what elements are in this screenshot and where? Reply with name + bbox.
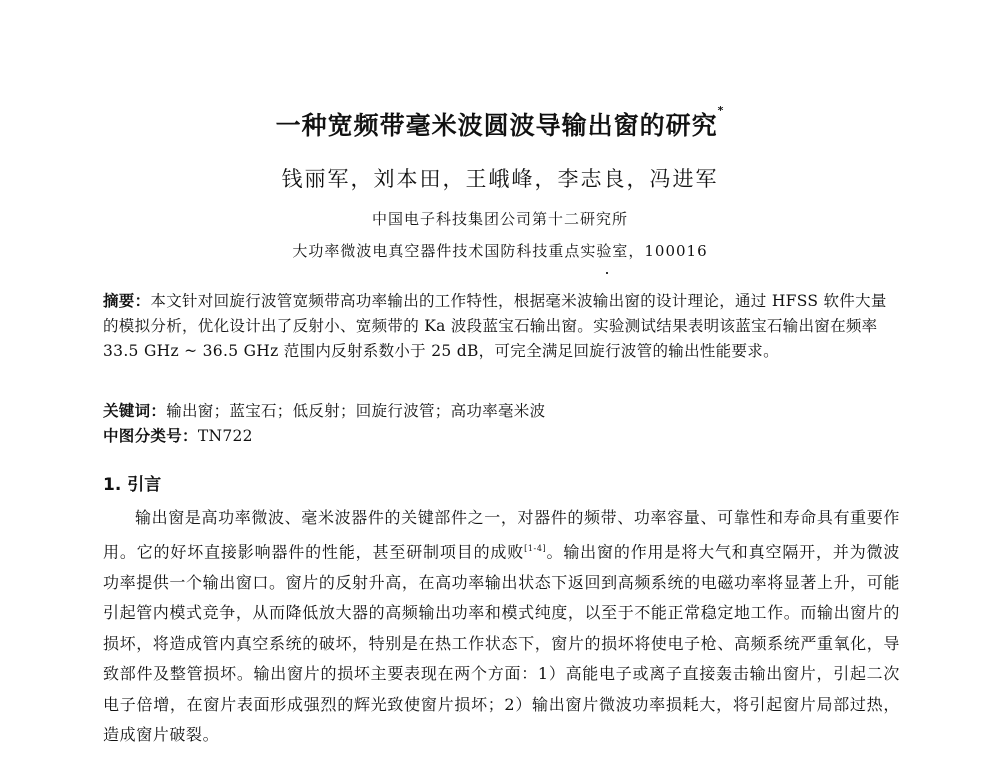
title-footnote-mark: * — [717, 104, 725, 117]
keywords-label: 关键词： — [103, 402, 167, 420]
author-list: 钱丽军，刘本田，王峨峰，李志良，冯进军 — [281, 167, 719, 191]
paragraph-text-part-2: 。输出窗的作用是将大气和真空隔开，并为微波功率提供一个输出窗口。窗片的反射升高，在高功率输出状态下返回到高频系统的电磁功率将显著上升，可能引起管内模式竞争，从而降低放大器的高频输出功率和模式纯度，以至于不能正常稳定地工作。而输出窗片的损坏，将造成管内真空系统的破坏，特别是在热工作状态下，窗片的损坏将使电子枪、高频系统严重氧化，导致部件及整管损坏。输出窗片的损坏主要表现在两个方面：1）高能电子或离子直接轰击输出窗片，引起二次电子倍增，在窗片表面形成强烈的辉光致使窗片损坏；2）输出窗片微波功率损耗大，将引起窗片局部过热，造成窗片破裂。 — [103, 541, 900, 745]
section-heading-introduction: 1. 引言 — [103, 475, 162, 495]
introduction-body — [103, 503, 900, 751]
clc-text: TN722 — [197, 427, 253, 445]
keywords — [103, 399, 900, 424]
paper-title — [0, 106, 1000, 142]
citation-reference: [1-4] — [524, 543, 547, 553]
clc-label: 中图分类号： — [103, 427, 198, 445]
affiliation-2: 大功率微波电真空器件技术国防科技重点实验室，100016 — [292, 242, 708, 260]
abstract-text: 本文针对回旋行波管宽频带高功率输出的工作特性，根据毫米波输出窗的设计理论，通过 HFSS 软件大量的模拟分析，优化设计出了反射小、宽频带的 Ka 波段蓝宝石输出窗。实验测试结果表明该蓝宝石输出窗在频率 33.5 GHz ~ 36.5 GHz 范围内反射系数小于 25 dB，可完全满足回旋行波管的输出性能要求。 — [103, 292, 887, 360]
classification-number — [103, 424, 900, 449]
paragraph-text-part-1: 输出窗是高功率微波、毫米波器件的关键部件之一，对器件的频带、功率容量、可靠性和寿命具有重要作用。它的好坏直接影响器件的性能，甚至研制项目的成败 — [103, 508, 900, 561]
scan-artifact-dot — [606, 272, 608, 274]
introduction-paragraph — [103, 503, 900, 751]
keywords-text: 输出窗；蓝宝石；低反射；回旋行波管；高功率毫米波 — [166, 402, 546, 420]
abstract — [103, 289, 900, 364]
abstract-label: 摘要： — [103, 292, 151, 310]
affiliation-1: 中国电子科技集团公司第十二研究所 — [371, 210, 628, 228]
paper-title-text: 一种宽频带毫米波圆波导输出窗的研究 — [275, 111, 718, 140]
